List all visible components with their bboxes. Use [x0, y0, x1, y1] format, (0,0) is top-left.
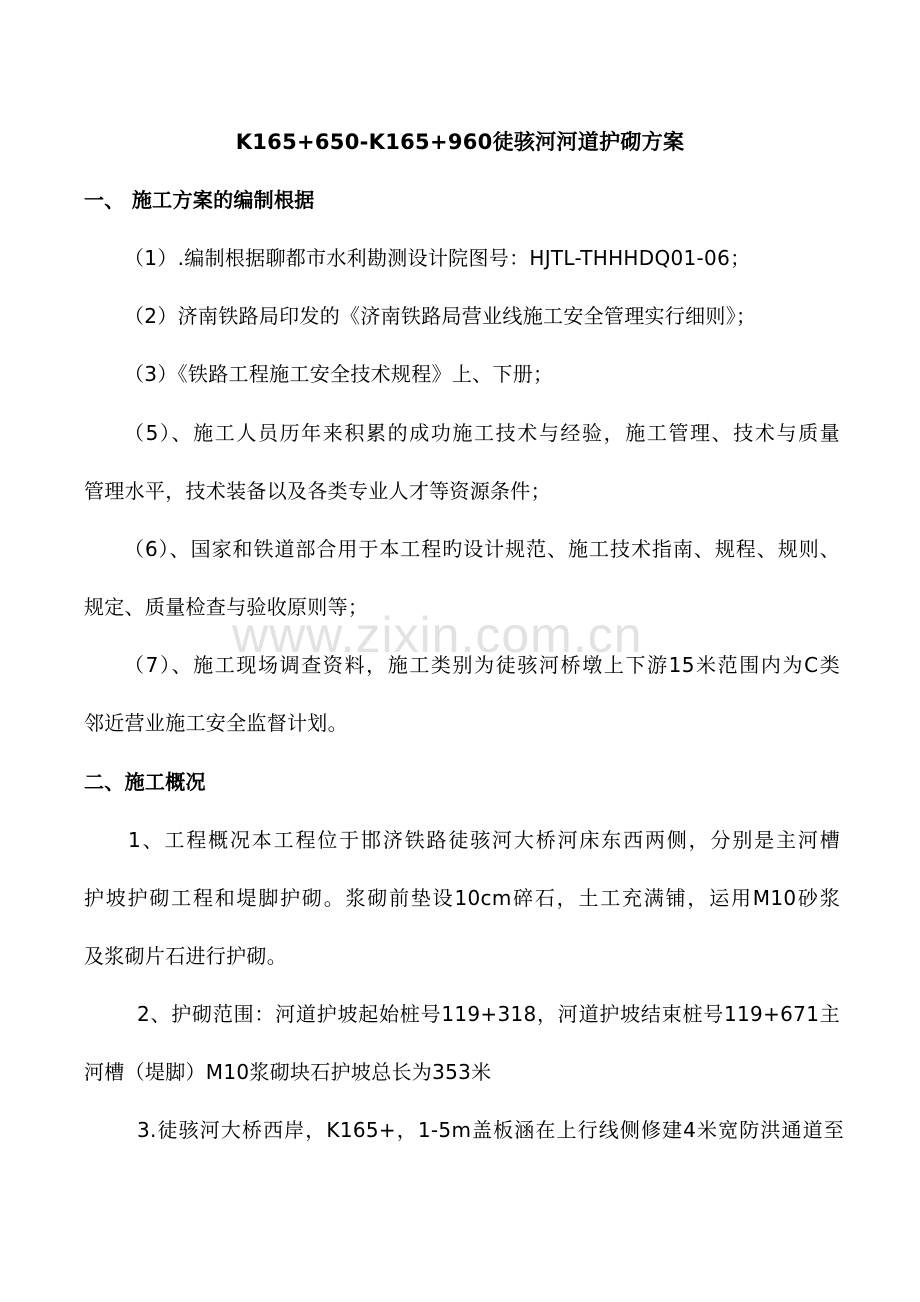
basis-item-7-line-1: （7）、施工现场调查资料，施工类别为徒骇河桥墩上下游15米范围内为C类 [124, 653, 840, 677]
overview-item-1-line-2: 护坡护砌工程和堤脚护砌。浆砌前垫设10cm碎石，土工充满铺，运用M10砂浆 [84, 886, 840, 910]
watermark: www.zixin.com.cn [232, 607, 643, 663]
basis-item-3: （3）《铁路工程施工安全技术规程》上、下册； [124, 362, 554, 386]
basis-item-5-line-2: 管理水平，技术装备以及各类专业人才等资源条件； [84, 479, 551, 503]
overview-item-1-line-1: 1、工程概况本工程位于邯济铁路徒骇河大桥河床东西两侧，分别是主河槽 [128, 828, 840, 852]
overview-item-2-line-2: 河槽（堤脚）M10浆砌块石护坡总长为353米 [84, 1060, 492, 1084]
basis-item-6-line-1: （6）、国家和铁道部合用于本工程旳设计规范、施工技术指南、规程、规则、 [124, 537, 840, 561]
basis-item-1: （1）.编制根据聊都市水利勘测设计院图号：HJTL-THHHDQ01-06； [124, 246, 751, 270]
document-title: K165+650-K165+960徒骇河河道护砌方案 [235, 130, 685, 154]
basis-item-2: （2）济南铁路局印发的《济南铁路局营业线施工安全管理实行细则》； [124, 304, 757, 328]
basis-item-6-line-2: 规定、质量检查与验收原则等； [84, 595, 369, 619]
overview-item-2-line-1: 2、护砌范围：河道护坡起始桩号119+318，河道护坡结束桩号119+671主 [137, 1002, 840, 1026]
basis-item-7-line-2: 邻近营业施工安全监督计划。 [84, 711, 348, 735]
section-2-heading: 二、施工概况 [84, 770, 206, 794]
section-1-heading: 一、 施工方案的编制根据 [84, 188, 315, 212]
overview-item-1-line-3: 及浆砌片石进行护砌。 [84, 944, 287, 968]
basis-item-5-line-1: （5）、施工人员历年来积累的成功施工技术与经验，施工管理、技术与质量 [124, 421, 840, 445]
overview-item-3-line-1: 3.徒骇河大桥西岸，K165+，1-5m盖板涵在上行线侧修建4米宽防洪通道至 [137, 1118, 844, 1142]
